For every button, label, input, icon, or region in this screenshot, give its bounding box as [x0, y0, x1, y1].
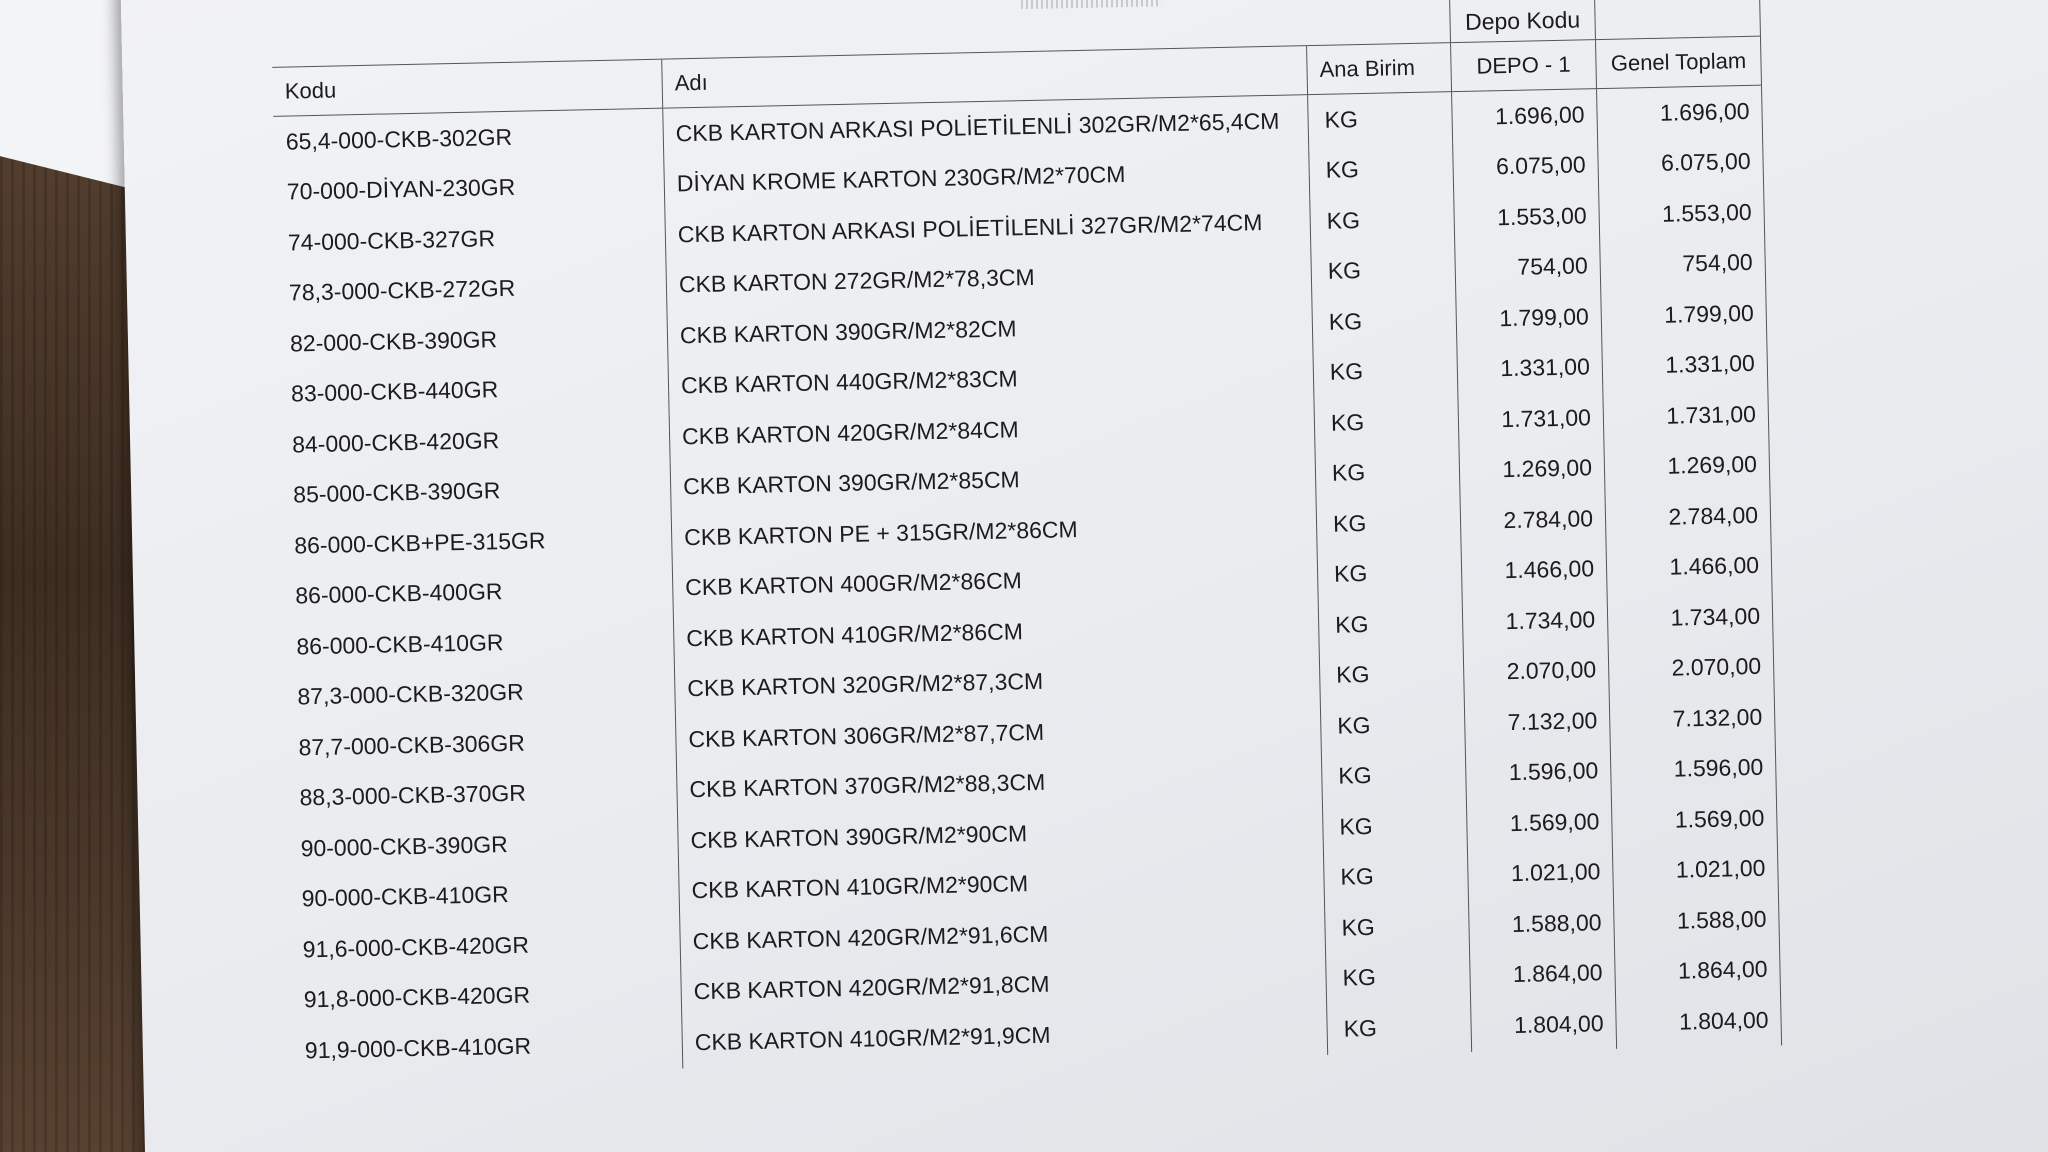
item-total-qty: 7.132,00 [1609, 692, 1775, 746]
item-unit: KG [1317, 547, 1462, 601]
item-code: 84-000-CKB-420GR [280, 412, 670, 471]
item-code: 78,3-000-CKB-272GR [276, 260, 666, 319]
item-code: 86-000-CKB+PE-315GR [282, 513, 672, 572]
item-name: CKB KARTON ARKASI POLİETİLENLİ 327GR/M2*74CM [665, 196, 1311, 260]
item-total-qty: 6.075,00 [1598, 136, 1764, 190]
item-code: 74-000-CKB-327GR [275, 210, 665, 269]
item-code: 91,8-000-CKB-420GR [291, 967, 681, 1026]
item-code: 88,3-000-CKB-370GR [287, 765, 677, 824]
item-name: CKB KARTON ARKASI POLİETİLENLİ 302GR/M2*65,4CM [663, 95, 1309, 159]
item-total-qty: 1.466,00 [1606, 540, 1772, 594]
item-unit: KG [1316, 496, 1461, 550]
item-total-qty: 2.070,00 [1608, 641, 1774, 695]
item-depot-qty: 1.731,00 [1458, 392, 1604, 446]
item-total-qty: 1.331,00 [1602, 338, 1768, 392]
stock-table [271, 0, 1782, 1076]
blank-cell [1305, 0, 1450, 46]
item-unit: KG [1319, 648, 1464, 702]
item-depot-qty: 1.588,00 [1468, 897, 1614, 951]
item-name: CKB KARTON 370GR/M2*88,3CM [676, 752, 1322, 816]
item-name: CKB KARTON 390GR/M2*90CM [678, 802, 1324, 866]
item-unit: KG [1327, 1001, 1472, 1055]
item-depot-qty: 754,00 [1455, 241, 1601, 295]
header-code: Kodu [272, 59, 662, 116]
item-depot-qty: 2.070,00 [1463, 644, 1609, 698]
item-unit: KG [1325, 900, 1470, 954]
item-code: 65,4-000-CKB-302GR [273, 108, 663, 167]
item-total-qty: 2.784,00 [1605, 490, 1771, 544]
item-code: 90-000-CKB-410GR [289, 866, 679, 925]
item-name: CKB KARTON 410GR/M2*90CM [679, 852, 1325, 916]
item-depot-qty: 2.784,00 [1460, 493, 1606, 547]
item-depot-qty: 1.269,00 [1459, 443, 1605, 497]
item-depot-qty: 1.331,00 [1457, 342, 1603, 396]
item-depot-qty: 7.132,00 [1464, 695, 1610, 749]
item-name: CKB KARTON 410GR/M2*91,9CM [682, 1004, 1328, 1068]
item-unit: KG [1309, 143, 1454, 197]
item-depot-qty: 1.553,00 [1454, 190, 1600, 244]
item-depot-qty: 1.864,00 [1470, 947, 1616, 1001]
item-unit: KG [1313, 345, 1458, 399]
item-unit: KG [1322, 799, 1467, 853]
item-total-qty: 1.588,00 [1613, 893, 1779, 947]
depot-code-group-header: Depo Kodu [1449, 0, 1595, 43]
item-name: CKB KARTON 420GR/M2*84CM [669, 398, 1315, 462]
item-name: CKB KARTON 306GR/M2*87,7CM [675, 701, 1321, 765]
item-depot-qty: 1.021,00 [1467, 846, 1613, 900]
item-code: 87,7-000-CKB-306GR [286, 715, 676, 774]
item-total-qty: 1.804,00 [1616, 994, 1782, 1048]
table-body [273, 85, 1781, 1076]
item-depot-qty: 1.466,00 [1461, 544, 1607, 598]
item-unit: KG [1320, 698, 1465, 752]
item-code: 83-000-CKB-440GR [279, 361, 669, 420]
item-depot-qty: 1.734,00 [1462, 594, 1608, 648]
printed-report-sheet [120, 0, 2048, 1152]
item-total-qty: 1.569,00 [1611, 792, 1777, 846]
item-depot-qty: 1.799,00 [1456, 291, 1602, 345]
item-unit: KG [1314, 395, 1459, 449]
item-code: 70-000-DİYAN-230GR [274, 159, 664, 218]
item-name: DİYAN KROME KARTON 230GR/M2*70CM [664, 146, 1310, 210]
item-code: 91,9-000-CKB-410GR [292, 1017, 682, 1076]
item-name: CKB KARTON PE + 315GR/M2*86CM [671, 499, 1317, 563]
item-depot-qty: 1.804,00 [1471, 998, 1617, 1052]
item-code: 87,3-000-CKB-320GR [285, 664, 675, 723]
item-unit: KG [1323, 849, 1468, 903]
item-code: 82-000-CKB-390GR [278, 311, 668, 370]
item-total-qty: 1.864,00 [1615, 944, 1781, 998]
item-unit: KG [1310, 193, 1455, 247]
blank-cell [1594, 0, 1760, 40]
item-unit: KG [1312, 294, 1457, 348]
item-total-qty: 1.553,00 [1599, 187, 1765, 241]
item-total-qty: 1.596,00 [1610, 742, 1776, 796]
item-code: 90-000-CKB-390GR [288, 816, 678, 875]
item-total-qty: 1.799,00 [1601, 288, 1767, 342]
blank-cell [271, 9, 661, 68]
item-depot-qty: 1.696,00 [1452, 89, 1598, 143]
header-total: Genel Toplam [1595, 36, 1761, 88]
item-unit: KG [1311, 244, 1456, 298]
item-name: CKB KARTON 410GR/M2*86CM [673, 600, 1319, 664]
item-code: 91,6-000-CKB-420GR [290, 916, 680, 975]
item-code: 86-000-CKB-400GR [283, 563, 673, 622]
item-total-qty: 1.696,00 [1597, 85, 1763, 139]
stock-report [271, 0, 1913, 1076]
item-name: CKB KARTON 400GR/M2*86CM [672, 550, 1318, 614]
item-code: 85-000-CKB-390GR [281, 462, 671, 521]
header-name: Adı [662, 46, 1308, 108]
item-total-qty: 1.731,00 [1603, 389, 1769, 443]
item-total-qty: 1.269,00 [1604, 439, 1770, 493]
item-depot-qty: 1.596,00 [1465, 745, 1611, 799]
item-unit: KG [1321, 748, 1466, 802]
header-depot: DEPO - 1 [1451, 40, 1597, 92]
item-total-qty: 754,00 [1600, 237, 1766, 291]
item-unit: KG [1318, 597, 1463, 651]
item-unit: KG [1315, 446, 1460, 500]
item-name: CKB KARTON 440GR/M2*83CM [668, 348, 1314, 412]
item-name: CKB KARTON 420GR/M2*91,8CM [681, 953, 1327, 1017]
item-code: 86-000-CKB-410GR [284, 614, 674, 673]
item-unit: KG [1308, 92, 1453, 146]
item-name: CKB KARTON 420GR/M2*91,6CM [680, 903, 1326, 967]
item-name: CKB KARTON 320GR/M2*87,3CM [674, 651, 1320, 715]
item-total-qty: 1.734,00 [1607, 591, 1773, 645]
item-name: CKB KARTON 272GR/M2*78,3CM [666, 247, 1312, 311]
item-name: CKB KARTON 390GR/M2*82CM [667, 297, 1313, 361]
item-unit: KG [1326, 950, 1471, 1004]
item-depot-qty: 6.075,00 [1453, 140, 1599, 194]
item-total-qty: 1.021,00 [1612, 843, 1778, 897]
item-name: CKB KARTON 390GR/M2*85CM [670, 449, 1316, 513]
header-unit: Ana Birim [1307, 43, 1452, 95]
item-depot-qty: 1.569,00 [1466, 796, 1612, 850]
